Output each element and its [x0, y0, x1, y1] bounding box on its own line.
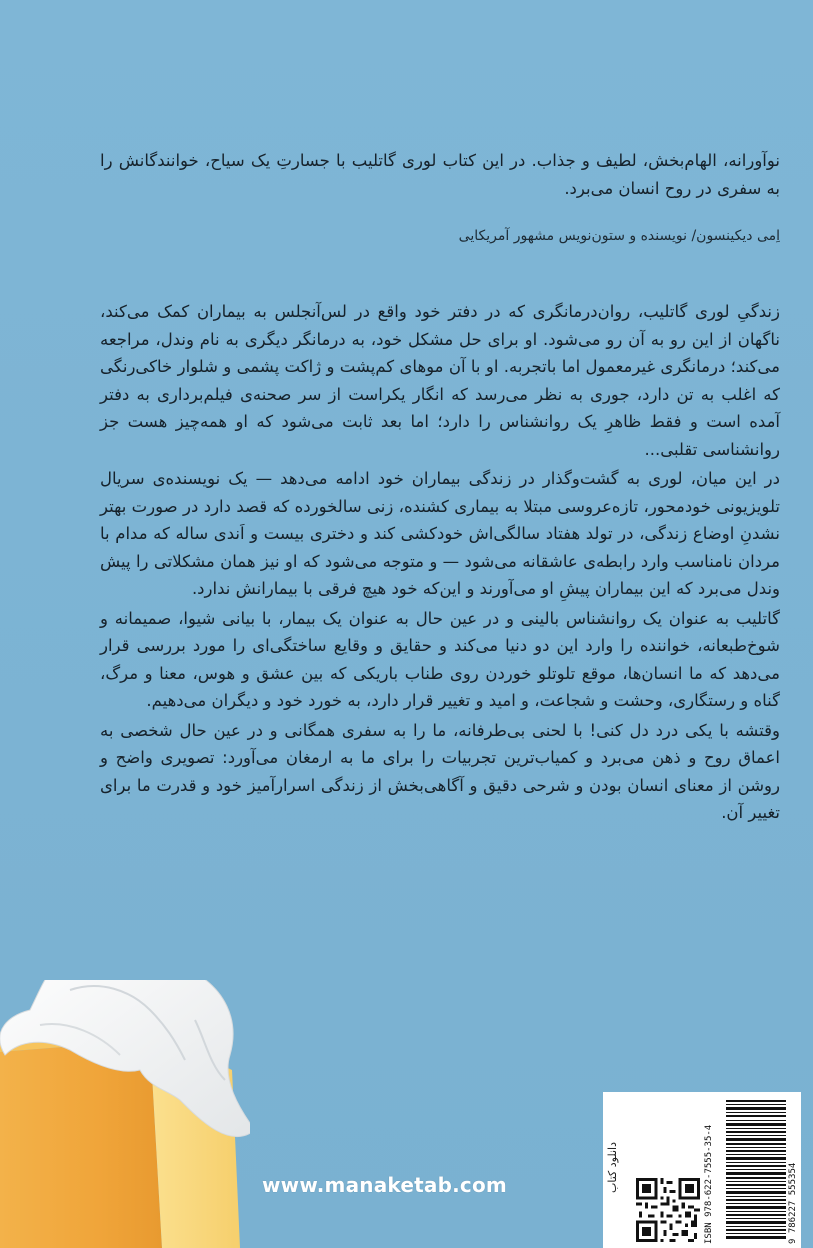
publisher-label: دانلود کتاب — [606, 1142, 619, 1194]
description-paragraph-1: زندگیِ لوری گاتلیب، روان‌درمانگری که در دفتر خود واقع در لس‌آنجلس به بیماران کمک می‌کند، ناگهان از این رو به آن رو می‌شود. او برای حل مشکل خود، به درمانگر دیگری به نام وندل، مراجعه می‌کند؛ درمانگری غیرمعمول اما باتجربه. او با آن موهای کم‌پشت و ژاکت پشمی و شلوار خاکی‌رنگی که اغلب به تن دارد، جوری به نظر می‌رسد که انگار یکراست از سر صحنه‌ی فیلم‌برداری به دفتر آمده است و فقط ظاهرِ یک روانشناس را دارد؛ اما بعد ثابت می‌شود که او همه‌چیز هست جز روانشناسی تقلبی... — [100, 302, 780, 459]
endorsement-quote: نوآورانه، الهام‌بخش، لطیف و جذاب. در این کتاب لوری گاتلیب با جسارتِ یک سیاح، خوانندگانش را به سفری در روح انسان می‌برد. — [100, 151, 780, 198]
description-paragraph-4: وقتشه با یکی درد دل کنی! با لحنی بی‌طرفانه، ما را به سفری همگانی و در عین حال شخصی به اعماق روح و ذهن می‌برد و کمیاب‌ترین تجربیات را برای ما به ارمغان می‌آورد: تصویری واضح و روشن از معنای انسان بودن و شرحی دقیق و آگاهی‌بخش از زندگی اسرارآمیز خود و قدرت ما برای تغییر آن. — [100, 720, 780, 822]
endorsement-source: اِمی دیکینسون/ نویسنده و ستون‌نویس مشهور آمریکایی — [458, 228, 780, 244]
tissue-box-illustration — [0, 980, 250, 1248]
description-paragraph-2: در این میان، لوری به گشت‌وگذار در زندگی بیماران خود ادامه می‌دهد — یک نویسنده‌ی سریال تلویزیونی خودمحور، تازه‌عروسی مبتلا به بیماری کشنده، زنی سالخورده که قصد دارد در صورت بهتر نشدنِ اوضاع زندگی، در تولد هفتاد سالگی‌اش خودکشی کند و دختری بیست و اَندی ساله که مدام با مردان نامناسب وارد رابطه‌ی عاشقانه می‌شود — و متوجه می‌شود که او نیز همان مشکلاتی را پیش وندل می‌برد که این بیماران پیشِ او می‌آورند و این‌که خود هیچ فرقی با بیمارانش ندارد. — [100, 469, 780, 598]
qr-code-icon — [636, 1178, 700, 1242]
barcode-digits: 9 786227 555354 — [788, 1162, 798, 1244]
publisher-website: www.manaketab.com — [262, 1173, 507, 1197]
isbn-number: ISBN 978-622-7555-35-4 — [704, 1124, 714, 1244]
description-paragraph-3: گاتلیب به عنوان یک روانشناس بالینی و در عین حال به عنوان یک بیمار، با بیانی شیوا، صمیمانه و شوخ‌طبعانه، خواننده را وارد این دو دنیا می‌کند و حقایق و وقایع ساختگی‌ای را مورد بررسی قرار می‌دهد که ما انسان‌ها، موقع تلوتلو خوردن روی طناب باریکی که بین عشق و هوس، معنا و مرگ، گناه و رستگاری، وحشت و شجاعت، و امید و تغییر قرار دارد، به خورد خود و دیگران می‌دهیم. — [100, 608, 780, 710]
book-description — [100, 298, 780, 829]
barcode-icon — [724, 1096, 796, 1244]
